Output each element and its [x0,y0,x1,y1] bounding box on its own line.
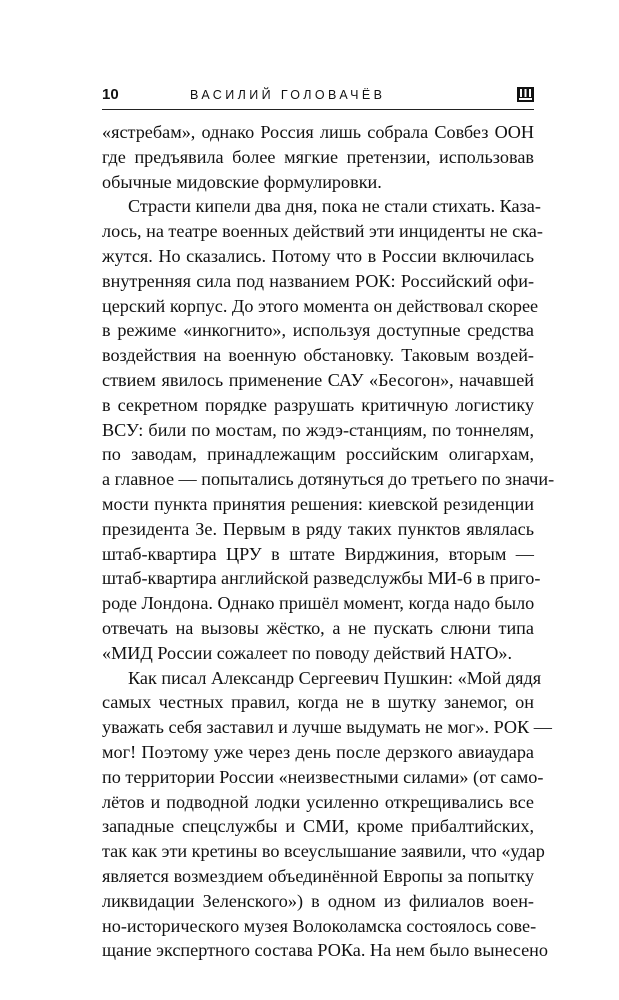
text-line: президента Зе. Первым в ряду таких пунктов являлась [102,518,534,539]
text-line: штаб-квартира английской разведслужбы МИ-6 в приго- [102,568,541,589]
body-text [102,120,555,963]
text-line: в секретном порядке разрушать критичную логистику [102,394,534,415]
text-line: является возмездием объединённой Европы за попытку [102,865,534,886]
text-line: уважать себя заставил и лучше выдумать не мог». РОК — [102,717,552,738]
text-line: в режиме «инкогнито», используя доступные средства [102,320,534,341]
text-line: щание экспертного состава РОКа. На нем было вынесено [102,940,549,961]
text-line: воздействия на военную обстановку. Таковым воздей- [102,345,534,366]
text-line: по территории России «неизвестными силами» (от само- [102,766,544,787]
text-line: «ястребам», однако Россия лишь собрала Совбез ООН [102,122,534,142]
page-header [102,86,534,106]
text-line: роде Лондона. Однако пришёл момент, когда надо было [102,593,535,614]
text-line: самых честных правил, когда не в шутку занемог, он [102,692,534,713]
running-head-author: ВАСИЛИЙ ГОЛОВАЧЁВ [190,88,386,102]
text-line: церский корпус. До этого момента он действовал скорее [102,295,539,316]
text-line: мости пункта принятия решения: киевской резиденции [102,493,534,514]
text-line: ликвидации Зеленского») в одном из филиалов воен- [102,890,534,911]
text-line: а главное — попытались дотянуться до третьего по значи- [102,469,555,490]
text-line: жутся. Но сказались. Потому что в России включилась [102,245,534,266]
text-line: Страсти кипели два дня, пока не стали стихать. Каза- [128,196,541,217]
header-rule [102,109,534,110]
text-line: где предъявила более мягкие претензии, использовав [102,146,534,167]
publisher-logo-icon [517,87,534,102]
text-line: западные спецслужбы и СМИ, кроме прибалтийских, [102,816,534,837]
text-line: так как эти кретины во всеуслышание заявили, что «удар [102,841,545,862]
text-line: мог! Поэтому уже через день после дерзкого авиаудара [102,741,534,762]
text-line: ствием явилось применение САУ «Бесогон», начавшей [102,369,534,390]
text-line: Как писал Александр Сергеевич Пушкин: «Мой дядя [128,667,542,688]
text-line: лось, на театре военных действий эти инциденты не ска- [102,221,543,242]
page-number: 10 [102,86,119,103]
text-line: внутренняя сила под названием РОК: Российский офи- [102,270,534,291]
text-line: ВСУ: били по мостам, по жэдэ-станциям, по тоннелям, [102,419,534,440]
text-line: отвечать на вызовы жёстко, а не пускать слюни типа [102,617,534,638]
text-line: по заводам, принадлежащим российским олигархам, [102,444,534,465]
text-line: лётов и подводной лодки усиленно открещивались все [102,791,534,812]
text-line: штаб-квартира ЦРУ в штате Вирджиния, вторым — [102,543,534,564]
text-line: «МИД России сожалеет по поводу действий НАТО». [102,642,513,663]
text-line: но-исторического музея Волоколамска состоялось сове- [102,915,537,936]
text-line: обычные мидовские формулировки. [102,171,382,192]
